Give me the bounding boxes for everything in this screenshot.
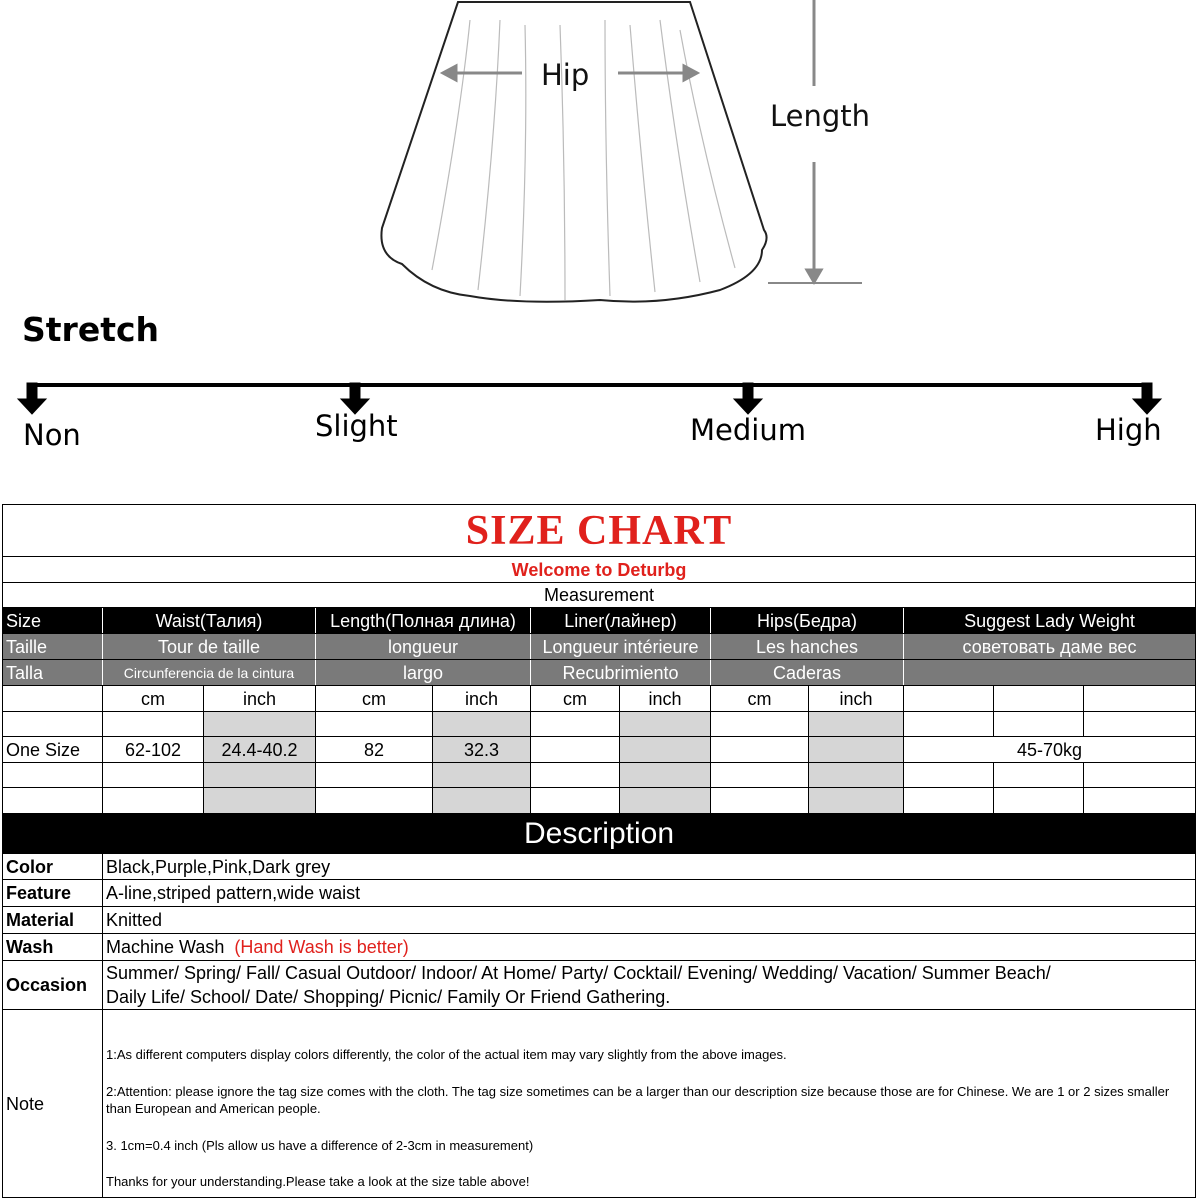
note-line-2: 2:Attention: please ignore the tag size comes with the cloth. The tag size sometimes can be a larger than our description size because those are for Chinese. We are 1 or 2 sizes smaller than European and American people. — [106, 1083, 1170, 1117]
length-inch-value: 32.3 — [433, 737, 531, 762]
liner-cm-value — [531, 737, 620, 762]
unit-hips-cm: cm — [711, 686, 809, 711]
occasion-cell — [103, 961, 1195, 1009]
empty-cell — [531, 763, 620, 787]
wash-note: (Hand Wash is better) — [234, 937, 409, 957]
table-row-empty — [3, 763, 1195, 788]
empty-cell — [711, 788, 809, 813]
empty-cell — [3, 712, 103, 736]
material-label: Material — [3, 907, 103, 933]
empty-cell — [809, 788, 904, 813]
unit-liner-inch: inch — [620, 686, 711, 711]
unit-length-cm: cm — [316, 686, 433, 711]
empty-cell — [994, 788, 1084, 813]
empty-cell — [204, 788, 316, 813]
header-recubrimiento: Recubrimiento — [531, 660, 711, 685]
empty-cell — [103, 788, 204, 813]
unit-waist-inch: inch — [204, 686, 316, 711]
header-hips: Hips(Бедра) — [711, 608, 904, 633]
header-longueur-interieure: Longueur intérieure — [531, 634, 711, 659]
feature-label: Feature — [3, 880, 103, 906]
stretch-scale — [18, 383, 1161, 414]
occasion-line-2: Daily Life/ School/ Date/ Shopping/ Picnic/ Family Or Friend Gathering. — [106, 987, 671, 1007]
stretch-level-medium: Medium — [690, 413, 806, 447]
note-line-4: Thanks for your understanding.Please take a look at the size table above! — [106, 1174, 530, 1190]
wash-cell — [103, 934, 1195, 960]
units-size-cell — [3, 686, 103, 711]
header-largo: largo — [316, 660, 531, 685]
unit-hips-inch: inch — [809, 686, 904, 711]
stretch-level-high: High — [1095, 413, 1162, 447]
skirt-outline — [381, 2, 766, 302]
table-row-empty — [3, 788, 1195, 814]
header-row-es — [3, 660, 1195, 686]
header-liner: Liner(лайнер) — [531, 608, 711, 633]
empty-cell — [904, 763, 994, 787]
empty-cell — [620, 788, 711, 813]
unit-waist-cm: cm — [103, 686, 204, 711]
empty-cell — [994, 763, 1084, 787]
empty-cell — [711, 712, 809, 736]
empty-cell — [904, 712, 994, 736]
stretch-level-slight: Slight — [315, 409, 398, 443]
header-les-hanches: Les hanches — [711, 634, 904, 659]
empty-cell — [3, 763, 103, 787]
header-taille: Taille — [3, 634, 103, 659]
size-chart-title-row — [3, 505, 1195, 557]
color-label: Color — [3, 854, 103, 879]
description-title: Description — [523, 816, 675, 850]
empty-cell — [103, 763, 204, 787]
empty-cell — [103, 712, 204, 736]
empty-cell — [1084, 763, 1195, 787]
unit-liner-cm: cm — [531, 686, 620, 711]
hips-cm-value — [711, 737, 809, 762]
size-value: One Size — [3, 737, 103, 762]
stretch-title: Stretch — [22, 310, 160, 349]
empty-cell — [809, 763, 904, 787]
empty-cell — [904, 788, 994, 813]
empty-cell — [809, 712, 904, 736]
units-weight-a — [904, 686, 994, 711]
occasion-label: Occasion — [3, 961, 103, 1009]
header-caderas: Caderas — [711, 660, 904, 685]
header-longueur: longueur — [316, 634, 531, 659]
header-waist: Waist(Талия) — [103, 608, 316, 633]
empty-cell — [531, 788, 620, 813]
units-weight-c — [1084, 686, 1195, 711]
header-weight-es — [904, 660, 1195, 685]
welcome-text: Welcome to Deturbg — [511, 559, 687, 580]
description-row-feature — [3, 880, 1195, 907]
size-chart-table — [2, 504, 1196, 1198]
length-arrow — [768, 0, 862, 283]
empty-cell — [620, 712, 711, 736]
description-header-row — [3, 814, 1195, 854]
description-row-occasion — [3, 961, 1195, 1010]
wash-label: Wash — [3, 934, 103, 960]
header-talla: Talla — [3, 660, 103, 685]
empty-cell — [316, 788, 433, 813]
description-row-wash — [3, 934, 1195, 961]
header-size: Size — [3, 608, 103, 633]
empty-cell — [204, 712, 316, 736]
stretch-level-non: Non — [23, 418, 81, 452]
measurement-label: Measurement — [543, 585, 655, 605]
waist-inch-value: 24.4-40.2 — [204, 737, 316, 762]
empty-cell — [433, 788, 531, 813]
length-label: Length — [770, 99, 871, 133]
header-row-fr — [3, 634, 1195, 660]
unit-length-inch: inch — [433, 686, 531, 711]
header-row-en — [3, 608, 1195, 634]
empty-cell — [1084, 712, 1195, 736]
empty-cell — [316, 712, 433, 736]
liner-inch-value — [620, 737, 711, 762]
empty-cell — [1084, 788, 1195, 813]
hip-label: Hip — [541, 58, 590, 92]
header-length: Length(Полная длина) — [316, 608, 531, 633]
empty-cell — [994, 712, 1084, 736]
description-row-note — [3, 1010, 1195, 1198]
measurement-row — [3, 583, 1195, 608]
size-chart-title: SIZE CHART — [465, 507, 733, 554]
units-row — [3, 686, 1195, 712]
weight-value: 45-70kg — [1016, 739, 1083, 760]
length-cm-value: 82 — [316, 737, 433, 762]
empty-cell — [433, 763, 531, 787]
header-weight-ru: советовать даме вес — [962, 636, 1137, 657]
waist-cm-value: 62-102 — [103, 737, 204, 762]
color-value: Black,Purple,Pink,Dark grey — [106, 856, 331, 877]
hips-inch-value — [809, 737, 904, 762]
empty-cell — [316, 763, 433, 787]
table-row-one-size — [3, 737, 1195, 763]
header-tour-de-taille: Tour de taille — [103, 634, 316, 659]
table-row-empty — [3, 712, 1195, 737]
header-circunferencia: Circunferencia de la cintura — [103, 660, 316, 685]
description-row-color — [3, 854, 1195, 880]
note-content — [103, 1010, 1195, 1198]
material-value: Knitted — [106, 910, 163, 930]
empty-cell — [711, 763, 809, 787]
feature-value: A-line,striped pattern,wide waist — [106, 883, 361, 903]
note-line-3: 3. 1cm=0.4 inch (Pls allow us have a difference of 2-3cm in measurement) — [106, 1137, 534, 1153]
welcome-row — [3, 557, 1195, 583]
note-label: Note — [3, 1010, 103, 1198]
empty-cell — [3, 788, 103, 813]
empty-cell — [204, 763, 316, 787]
empty-cell — [620, 763, 711, 787]
wash-value: Machine Wash — [106, 937, 225, 957]
header-weight: Suggest Lady Weight — [964, 610, 1135, 631]
note-line-1: 1:As different computers display colors differently, the color of the actual item may vary slightly from the above images. — [106, 1047, 787, 1062]
empty-cell — [531, 712, 620, 736]
skirt-diagram — [0, 0, 1200, 480]
occasion-line-1: Summer/ Spring/ Fall/ Casual Outdoor/ Indoor/ At Home/ Party/ Cocktail/ Evening/ Wedding/ Vacation/ Summer Beach/ — [106, 963, 1051, 983]
empty-cell — [433, 712, 531, 736]
units-weight-b — [994, 686, 1084, 711]
description-row-material — [3, 907, 1195, 934]
